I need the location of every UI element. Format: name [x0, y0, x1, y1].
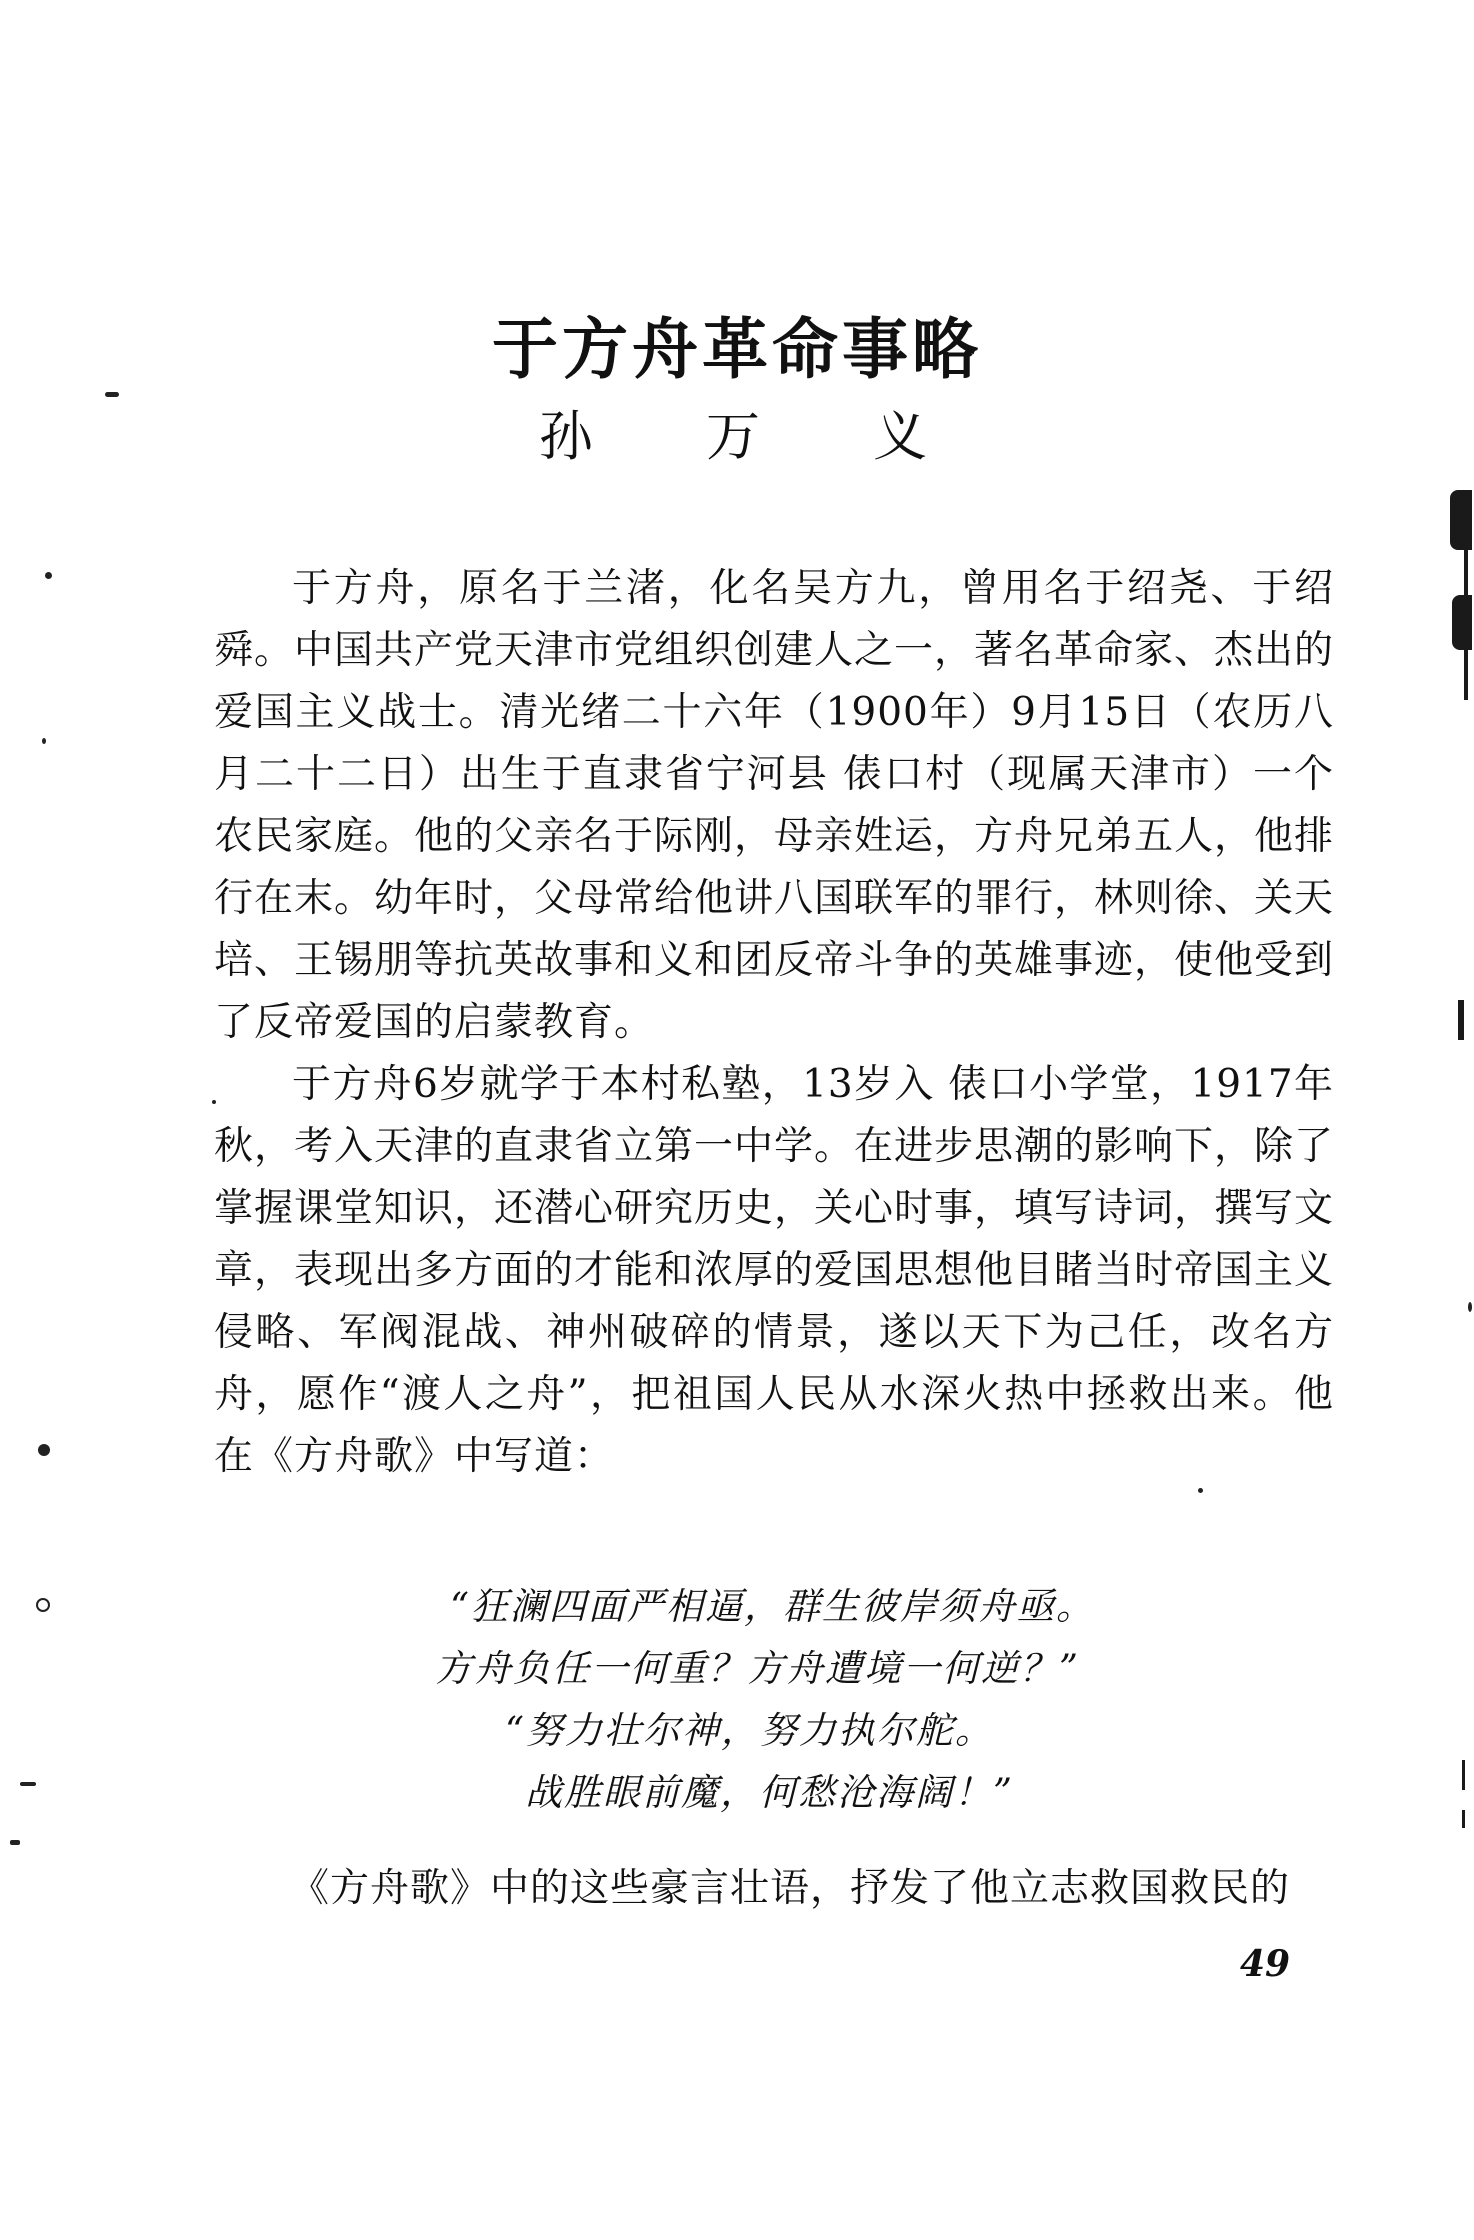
- scan-speck: [20, 1782, 36, 1786]
- poem-line: “狂澜四面严相逼，群生彼岸须舟亟。: [450, 1585, 1095, 1628]
- edge-shadow: [1462, 1760, 1465, 1790]
- scan-speck: [1468, 1302, 1472, 1312]
- edge-shadow: [1462, 1810, 1465, 1828]
- edge-shadow: [1458, 1000, 1464, 1040]
- closing-line: 《方舟歌》中的这些豪言壮语，抒发了他立志救国救民的: [290, 1866, 1291, 1911]
- paragraph: 于方舟6岁就学于本村私塾，13岁入 俵口小学堂，1917年秋，考入天津的直隶省立第一中学。在进步思潮的影响下，除了掌握课堂知识，还潜心研究历史，关心时事，填写诗词，撰写文章，表现出多方面的才能和浓厚的爱国思想他目睹当时帝国主义侵略、军阀混战、神州破碎的情景，遂以天下为己任，改名方舟，愿作“渡人之舟”，把祖国人民从水深火热中拯救出来。他在《方舟歌》中写道：: [214, 1062, 1335, 1479]
- page-title: 于方舟革命事略: [492, 311, 982, 388]
- poem-line: 战胜眼前魔，何愁沧海阔！”: [525, 1771, 1014, 1814]
- scan-speck: [212, 1100, 216, 1104]
- paragraph: 于方舟，原名于兰渚，化名吴方九，曾用名于绍尧、于绍舜。中国共产党天津市党组织创建人之一，著名革命家、杰出的爱国主义战士。清光绪二十六年（1900年）9月15日（农历八月二十二日）出生于直隶省宁河县 俵口村（现属天津市）一个农民家庭。他的父亲名于际刚，母亲姓运，方舟兄弟五人，他排行在末。幼年时，父母常给他讲八国联军的罪行，林则徐、关天培、王锡朋等抗英故事和义和团反帝斗争的英雄事迹，使他受到了反帝爱国的启蒙教育。: [214, 566, 1335, 1045]
- scan-speck: [36, 1598, 50, 1612]
- page-number: 49: [1240, 1943, 1291, 1985]
- scan-speck: [42, 738, 46, 744]
- article-body: [214, 558, 1334, 1488]
- scan-speck: [10, 1840, 20, 1845]
- scan-speck: [105, 392, 119, 397]
- edge-shadow: [1452, 595, 1472, 650]
- edge-shadow: [1464, 550, 1468, 700]
- scan-speck: [45, 572, 52, 579]
- poem-line: 方舟负任一何重？方舟遭境一何逆？”: [435, 1647, 1080, 1690]
- author-name: 孙 万 义: [538, 405, 976, 468]
- scan-speck: [38, 1444, 50, 1456]
- edge-shadow: [1450, 490, 1472, 550]
- scan-speck: [1198, 1488, 1203, 1493]
- poem-block: [0, 1576, 1474, 1824]
- poem-line: “努力壮尔神，努力执尔舵。: [505, 1709, 994, 1752]
